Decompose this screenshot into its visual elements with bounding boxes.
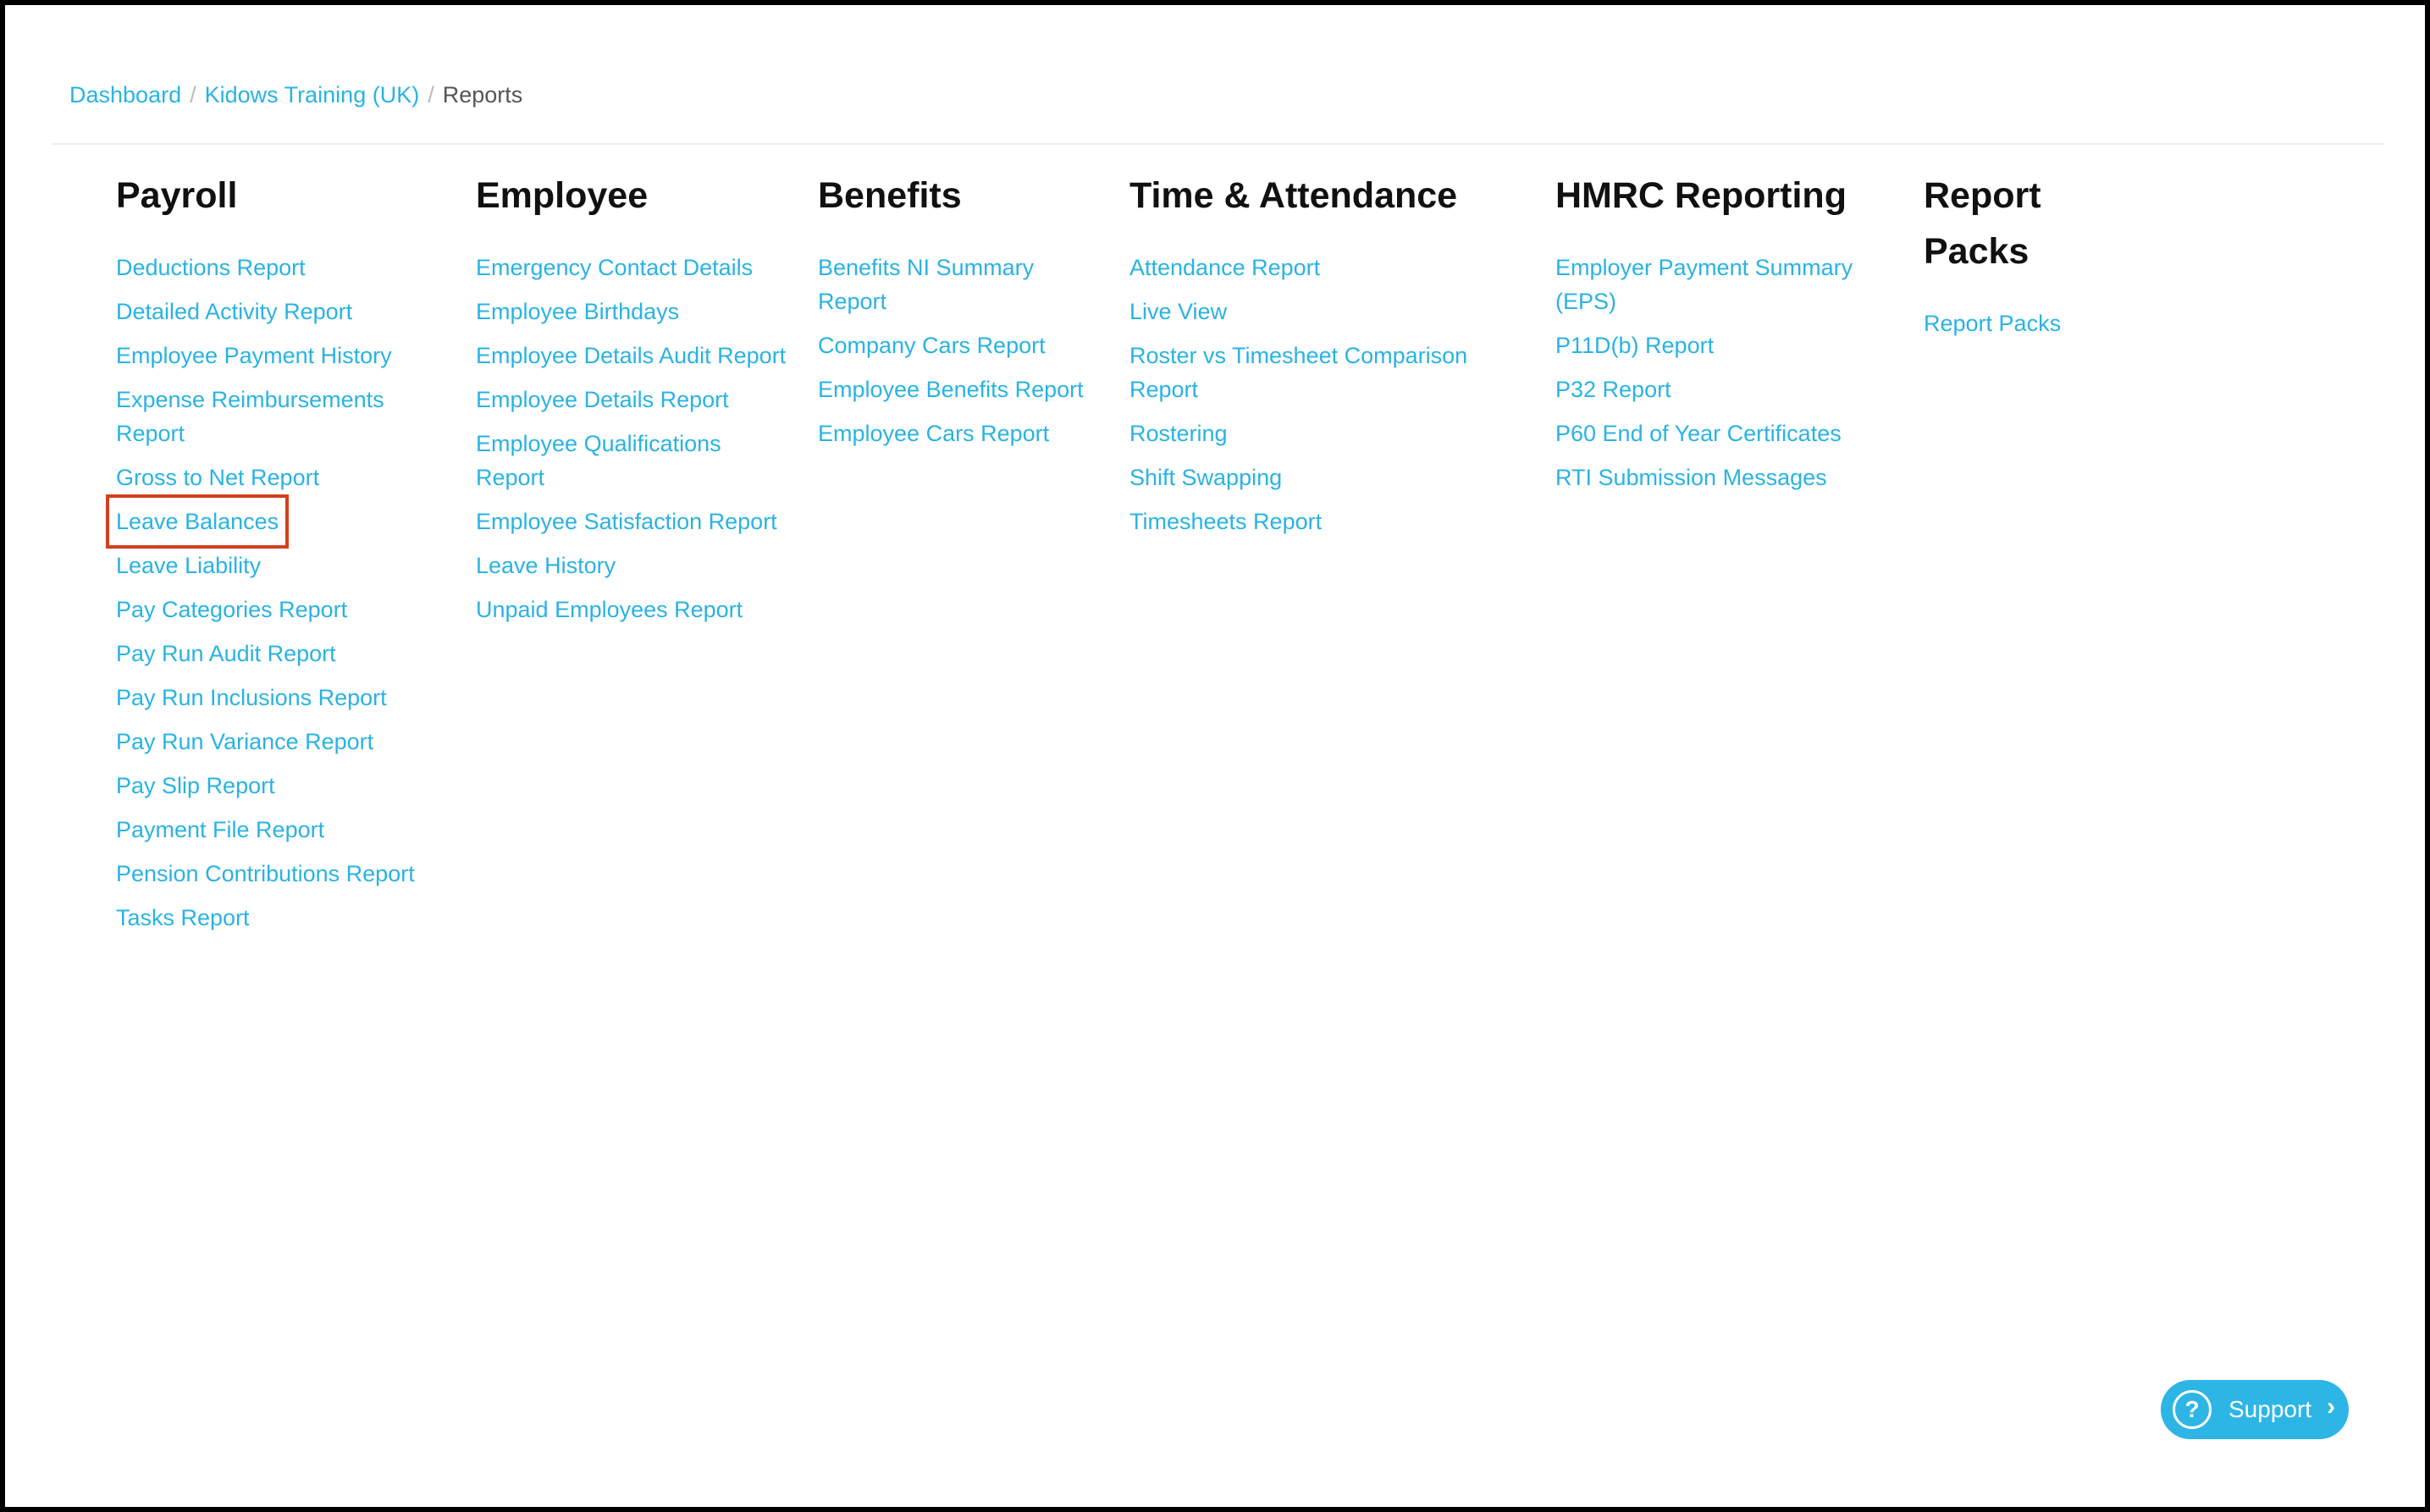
report-link[interactable] xyxy=(116,339,455,372)
report-link[interactable] xyxy=(476,251,789,284)
report-link-label: Employee Qualifications Report xyxy=(476,431,721,490)
report-link-label: Company Cars Report xyxy=(818,333,1046,358)
report-link-label: Employee Details Report xyxy=(476,387,729,412)
header-divider xyxy=(52,143,2384,145)
column-time-attendance xyxy=(1129,168,1494,549)
report-link[interactable] xyxy=(116,769,455,803)
chevron-right-icon: › xyxy=(2327,1393,2336,1421)
report-link-label: Employee Payment History xyxy=(116,343,392,368)
report-link[interactable] xyxy=(476,593,789,626)
report-link[interactable] xyxy=(116,725,455,759)
breadcrumb-separator: / xyxy=(428,82,434,108)
report-link[interactable] xyxy=(476,549,789,582)
breadcrumb xyxy=(69,80,522,110)
report-link-label: Expense Reimbursements Report xyxy=(116,387,384,446)
report-link-label: Timesheets Report xyxy=(1129,509,1323,534)
column-benefits xyxy=(818,168,1089,461)
report-link-label: P60 End of Year Certificates xyxy=(1555,421,1842,446)
report-link-label: Benefits NI Summary Report xyxy=(818,255,1035,314)
report-link-label: Leave History xyxy=(476,553,616,578)
report-link-label: RTI Submission Messages xyxy=(1555,465,1827,490)
report-link-label: Report Packs xyxy=(1924,311,2062,336)
report-link[interactable] xyxy=(1555,417,1894,450)
report-link-list xyxy=(116,251,455,935)
column-title: Employee xyxy=(476,175,649,216)
report-link-label: Live View xyxy=(1129,299,1228,324)
report-link[interactable] xyxy=(116,637,455,670)
report-link-list xyxy=(818,251,1089,450)
report-link[interactable] xyxy=(1555,372,1894,406)
report-link[interactable] xyxy=(476,383,789,417)
support-button[interactable] xyxy=(2161,1380,2349,1439)
report-link[interactable] xyxy=(1129,339,1494,406)
column-title: Time & Attendance xyxy=(1129,175,1458,216)
report-link-label: Deductions Report xyxy=(116,255,306,280)
report-link[interactable] xyxy=(116,383,455,450)
report-link-label: Employee Details Audit Report xyxy=(476,343,787,368)
breadcrumb-current: Reports xyxy=(442,82,523,108)
report-link-label: Employee Satisfaction Report xyxy=(476,509,777,534)
report-link-label: Leave Balances xyxy=(116,505,279,538)
report-link[interactable] xyxy=(116,549,455,582)
report-link[interactable] xyxy=(1555,461,1894,494)
report-link-label: Emergency Contact Details xyxy=(476,255,754,280)
report-link[interactable] xyxy=(116,857,455,891)
support-label: Support xyxy=(2228,1396,2312,1422)
report-link[interactable] xyxy=(116,295,455,328)
report-link[interactable] xyxy=(476,505,789,538)
report-link-label: Pay Run Inclusions Report xyxy=(116,685,387,710)
report-link[interactable] xyxy=(476,339,789,372)
report-link-label: Pay Run Audit Report xyxy=(116,641,336,666)
report-link[interactable] xyxy=(818,251,1089,318)
report-link[interactable] xyxy=(116,461,455,494)
report-link-list xyxy=(476,251,789,626)
report-link[interactable] xyxy=(1555,328,1894,362)
report-link[interactable] xyxy=(1555,251,1894,318)
report-link-label: Pension Contributions Report xyxy=(116,861,415,886)
breadcrumb-dashboard-link[interactable]: Dashboard xyxy=(69,82,182,108)
report-link-list xyxy=(1129,251,1494,538)
report-link[interactable] xyxy=(116,593,455,626)
report-link-label: P11D(b) Report xyxy=(1555,333,1715,358)
report-link-label: Unpaid Employees Report xyxy=(476,597,743,622)
report-link[interactable] xyxy=(476,295,789,328)
report-link[interactable] xyxy=(1129,295,1494,328)
report-link-label: Shift Swapping xyxy=(1129,465,1283,490)
report-link-label: Leave Liability xyxy=(116,553,262,578)
report-link-label: Employee Birthdays xyxy=(476,299,680,324)
report-link[interactable] xyxy=(116,681,455,715)
column-title: HMRC Reporting xyxy=(1555,175,1847,216)
column-payroll xyxy=(116,168,455,945)
report-link[interactable] xyxy=(116,813,455,847)
report-link-list xyxy=(1924,306,2085,340)
report-link-label: Pay Run Variance Report xyxy=(116,729,374,754)
report-link-label: Gross to Net Report xyxy=(116,465,320,490)
report-link-label: Employer Payment Summary (EPS) xyxy=(1555,255,1853,314)
report-link-label: Attendance Report xyxy=(1129,255,1321,280)
help-icon: ? xyxy=(2173,1390,2212,1429)
report-link-highlighted[interactable] xyxy=(116,505,455,538)
report-link[interactable] xyxy=(818,417,1089,450)
report-link[interactable] xyxy=(1129,251,1494,284)
report-link[interactable] xyxy=(476,427,789,494)
report-link-label: Pay Slip Report xyxy=(116,773,275,798)
column-title: Payroll xyxy=(116,175,238,216)
report-link-list xyxy=(1555,251,1894,494)
report-link[interactable] xyxy=(1129,417,1494,450)
report-link[interactable] xyxy=(818,372,1089,406)
column-title: Report Packs xyxy=(1924,175,2041,272)
report-link[interactable] xyxy=(1129,461,1494,494)
column-hmrc-reporting xyxy=(1555,168,1894,505)
report-link-label: Detailed Activity Report xyxy=(116,299,353,324)
report-link-label: P32 Report xyxy=(1555,377,1671,402)
report-link[interactable] xyxy=(1924,306,2085,340)
report-link[interactable] xyxy=(1129,505,1494,538)
report-link-label: Employee Cars Report xyxy=(818,421,1050,446)
report-link-label: Pay Categories Report xyxy=(116,597,348,622)
column-report-packs xyxy=(1924,168,2085,350)
report-link[interactable] xyxy=(116,251,455,284)
report-link-label: Tasks Report xyxy=(116,905,250,930)
report-link-label: Payment File Report xyxy=(116,817,325,842)
report-link[interactable] xyxy=(116,901,455,935)
report-link-label: Roster vs Timesheet Comparison Report xyxy=(1129,343,1468,402)
breadcrumb-separator: / xyxy=(190,82,196,108)
breadcrumb-company-link[interactable]: Kidows Training (UK) xyxy=(204,82,420,108)
report-link[interactable] xyxy=(818,328,1089,362)
report-link-label: Rostering xyxy=(1129,421,1228,446)
column-employee xyxy=(476,168,789,637)
report-link-label: Employee Benefits Report xyxy=(818,377,1084,402)
column-title: Benefits xyxy=(818,175,962,216)
